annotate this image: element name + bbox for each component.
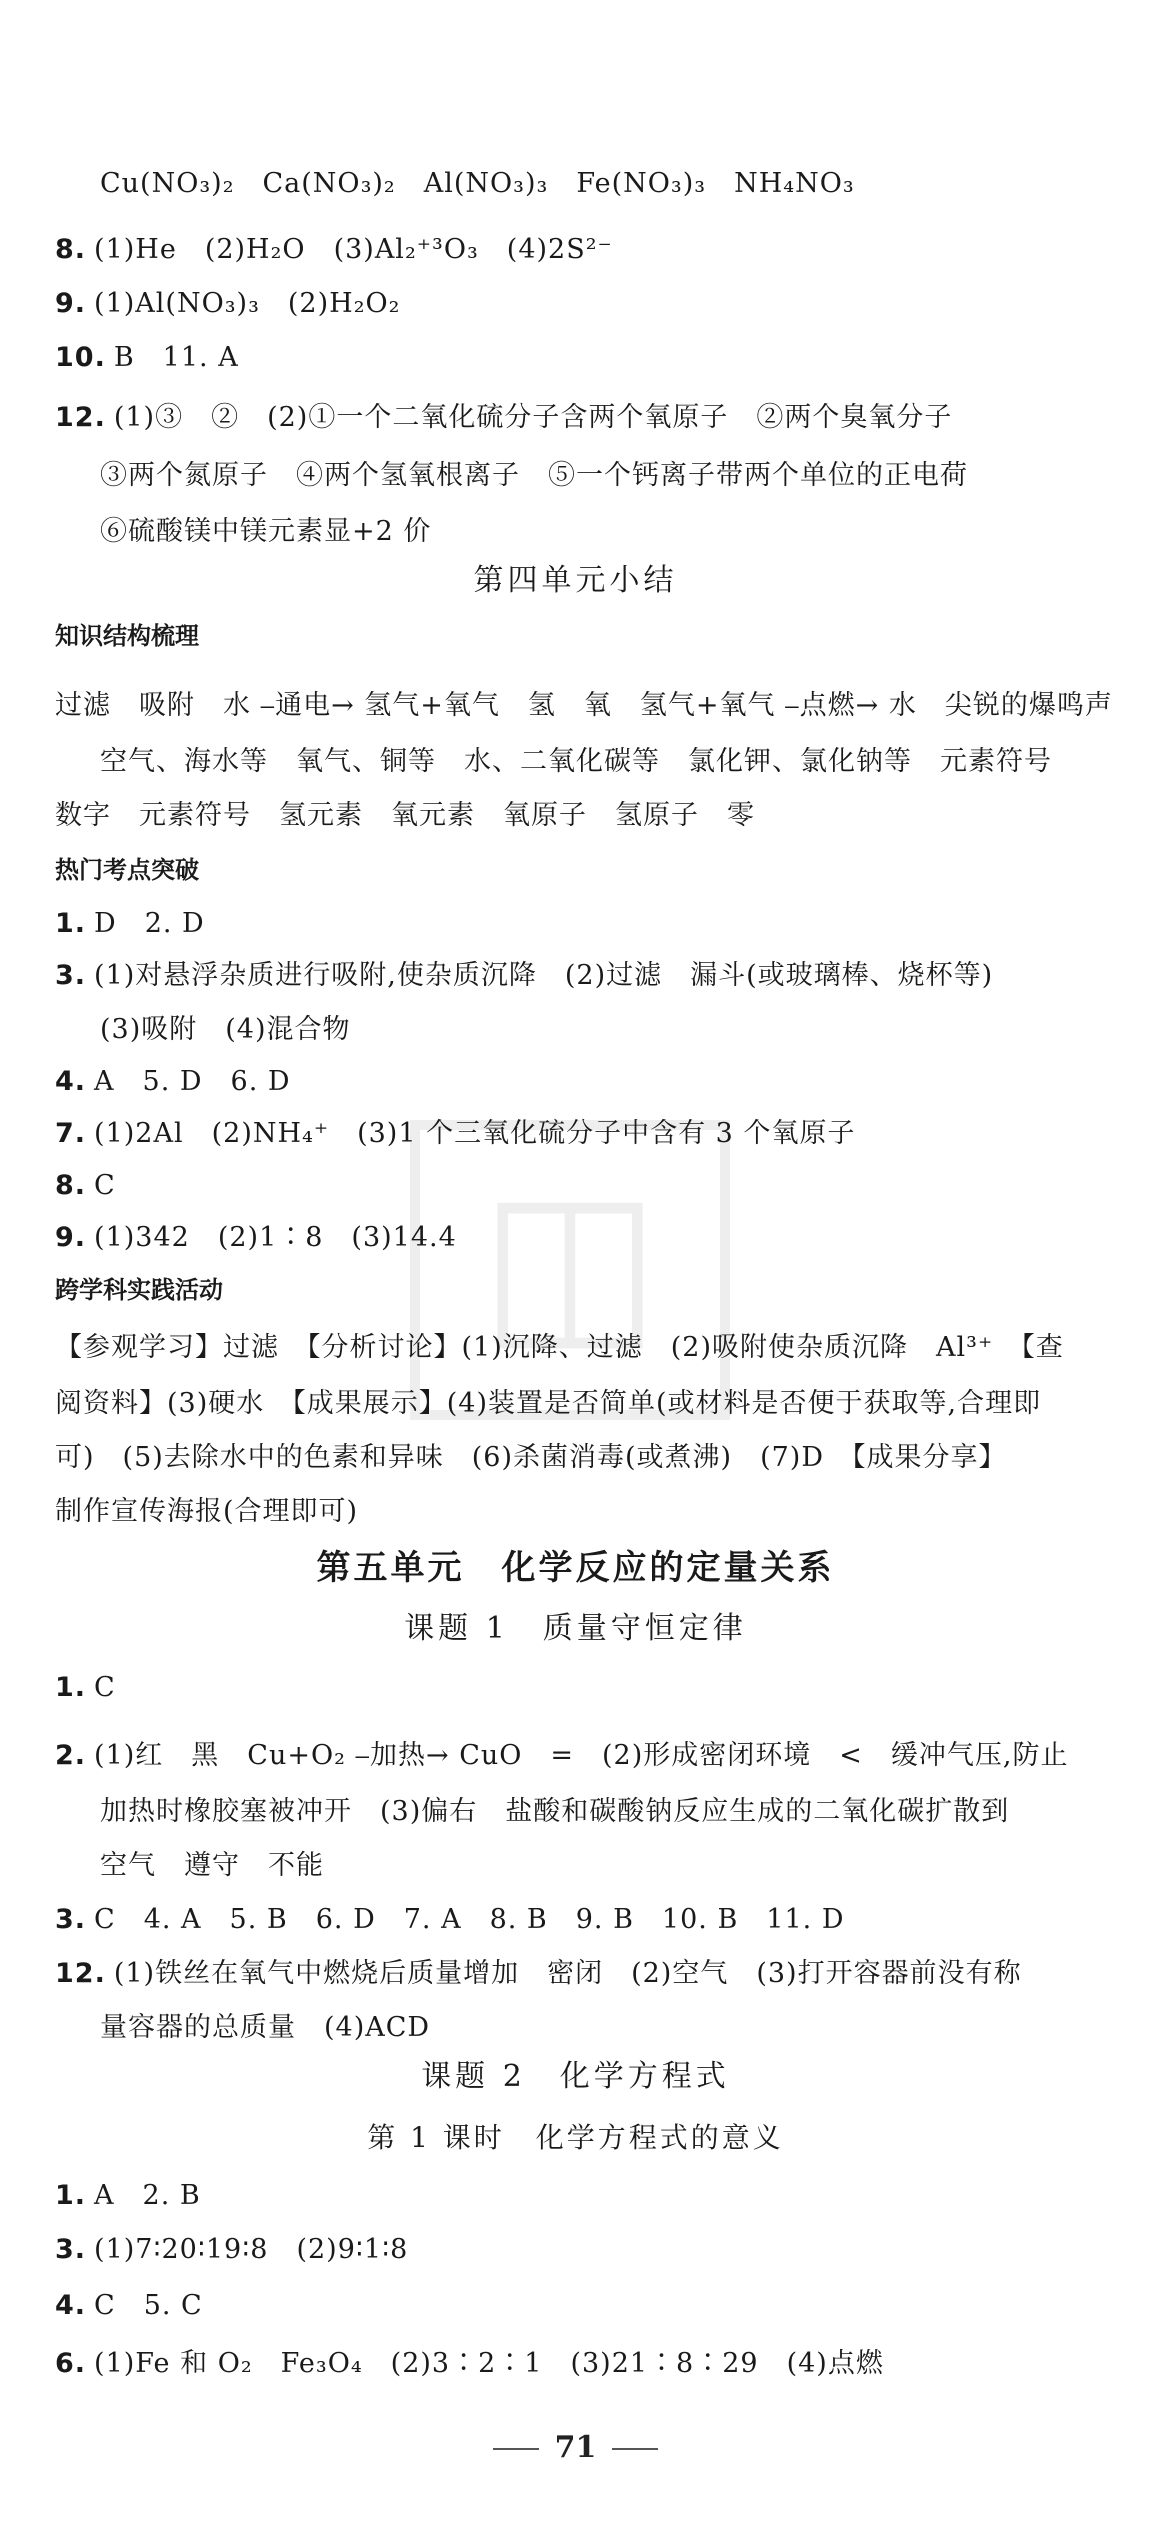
answer-9b: [55, 1212, 1115, 1264]
answer-2c-cont: [100, 1840, 1120, 1892]
practice-line: [55, 1322, 1115, 1374]
section-heading-practice: 跨学科实践活动: [55, 1276, 223, 1304]
text-line: ⑥硫酸镁中镁元素显+2 价: [100, 516, 432, 547]
knowledge-line: [55, 790, 1115, 842]
answer-text: (1)7∶20∶19∶8 (2)9∶1∶8: [94, 2234, 409, 2265]
question-number: 4.: [55, 1066, 87, 1097]
text-line: Cu(NO₃)₂ Ca(NO₃)₂ Al(NO₃)₃ Fe(NO₃)₃ NH₄NO₃: [100, 168, 855, 199]
text-line: 量容器的总质量 (4)ACD: [100, 2012, 431, 2043]
question-number: 9.: [55, 1222, 87, 1253]
text-line: 可) (5)去除水中的色素和异味 (6)杀菌消毒(或煮沸) (7)D 【成果分享】: [55, 1442, 1007, 1473]
question-number: 1.: [55, 908, 87, 939]
answer-text: C: [94, 1170, 116, 1201]
unit5-heading: 第五单元 化学反应的定量关系: [316, 1548, 835, 1588]
answer-4-5d: [55, 2280, 1115, 2332]
practice-line: [55, 1432, 1115, 1484]
question-number: 12.: [55, 402, 106, 433]
answer-text: D 2. D: [94, 908, 205, 939]
answer-12-cont: [100, 450, 1120, 502]
question-number: 1.: [55, 2180, 87, 2211]
answer-4-6: [55, 1056, 1115, 1108]
text-line: ③两个氮原子 ④两个氢氧根离子 ⑤一个钙离子带两个单位的正电荷: [100, 460, 968, 491]
question-number: 3.: [55, 960, 87, 991]
question-number: 3.: [55, 1904, 87, 1935]
page-footer: [0, 2430, 1151, 2465]
question-number: 6.: [55, 2348, 87, 2379]
section-heading-hot-topics: 热门考点突破: [55, 856, 199, 884]
answer-2c-cont: [100, 1786, 1120, 1838]
question-number: 7.: [55, 1118, 87, 1149]
answer-8: [55, 224, 1115, 276]
text-line: 制作宣传海报(合理即可): [55, 1496, 359, 1527]
text-line: 加热时橡胶塞被冲开 (3)偏右 盐酸和碳酸钠反应生成的二氧化碳扩散到: [100, 1796, 1010, 1827]
answer-text: C 4. A 5. B 6. D 7. A 8. B 9. B 10. B 11. D: [94, 1904, 845, 1935]
answer-text: (1)红 黑 Cu+O₂ ⎯加热→ CuO = (2)形成密闭环境 < 缓冲气压,防止: [94, 1740, 1069, 1771]
answer-10-11: [55, 332, 1115, 384]
section-heading-knowledge: 知识结构梳理: [55, 622, 199, 650]
answer-12c: [55, 1948, 1115, 2000]
answer-1-2: [55, 898, 1115, 950]
answer-7: [55, 1108, 1115, 1160]
answer-text: (1)Al(NO₃)₃ (2)H₂O₂: [94, 288, 401, 319]
answer-1c: [55, 1662, 1115, 1714]
lesson2-heading: 课题 2 化学方程式: [421, 2059, 730, 2094]
question-number: 10.: [55, 342, 106, 373]
unit4-summary-heading: 第四单元小结: [473, 563, 678, 598]
question-number: 9.: [55, 288, 87, 319]
answer-text: A 2. B: [94, 2180, 201, 2211]
answer-2c: [55, 1730, 1115, 1782]
practice-line: [55, 1486, 1115, 1538]
watermark-logo: ◫: [410, 1120, 730, 1420]
practice-line: [55, 1378, 1115, 1430]
answer-3d: [55, 2224, 1115, 2276]
question-number: 8.: [55, 1170, 87, 1201]
answer-9: [55, 278, 1115, 330]
question-number: 2.: [55, 1740, 87, 1771]
question-number: 1.: [55, 1672, 87, 1703]
answer-text: (1)2Al (2)NH₄⁺ (3)1 个三氧化硫分子中含有 3 个氧原子: [94, 1118, 856, 1149]
knowledge-line: [55, 680, 1115, 732]
text-line: 阅资料】(3)硬水 【成果展示】(4)装置是否简单(或材料是否便于获取等,合理即: [55, 1388, 1042, 1419]
question-number: 4.: [55, 2290, 87, 2321]
answer-1-2d: [55, 2170, 1115, 2222]
question-number: 3.: [55, 2234, 87, 2265]
answer-8b: [55, 1160, 1115, 1212]
answer-text: (1)342 (2)1∶8 (3)14.4: [94, 1222, 457, 1253]
answer-text: B 11. A: [113, 342, 239, 373]
answer-text: (1)He (2)H₂O (3)Al₂⁺³O₃ (4)2S²⁻: [94, 234, 613, 265]
text-line: 数字 元素符号 氢元素 氧元素 氧原子 氢原子 零: [55, 800, 755, 831]
question-number: 8.: [55, 234, 87, 265]
answer-12c-cont: [100, 2002, 1120, 2054]
answer-3: [55, 950, 1115, 1002]
footer-rule: [612, 2448, 658, 2450]
text-line: 【参观学习】过滤 【分析讨论】(1)沉降、过滤 (2)吸附使杂质沉降 Al³⁺ 【查: [55, 1332, 1064, 1363]
answer-text: (1)Fe 和 O₂ Fe₃O₄ (2)3∶2∶1 (3)21∶8∶29 (4)点燃: [94, 2348, 884, 2379]
answer-text: (1)对悬浮杂质进行吸附,使杂质沉降 (2)过滤 漏斗(或玻璃棒、烧杯等): [94, 960, 994, 991]
knowledge-line: [100, 736, 1120, 788]
period1-heading: 第 1 课时 化学方程式的意义: [367, 2121, 784, 2154]
text-line: 空气、海水等 氧气、铜等 水、二氧化碳等 氯化钾、氯化钠等 元素符号: [100, 746, 1052, 777]
answer-12: [55, 392, 1115, 444]
answer-text: C: [94, 1672, 116, 1703]
text-line: 空气 遵守 不能: [100, 1850, 324, 1881]
answer-text: (1)铁丝在氧气中燃烧后质量增加 密闭 (2)空气 (3)打开容器前没有称: [113, 1958, 1022, 1989]
nitrate-formulas: [100, 158, 1120, 210]
answer-text: C 5. C: [94, 2290, 203, 2321]
page-number: 71: [554, 2430, 597, 2465]
footer-rule: [493, 2448, 539, 2450]
answer-text: (1)③ ② (2)①一个二氧化硫分子含两个氧原子 ②两个臭氧分子: [113, 402, 953, 433]
text-line: 过滤 吸附 水 ⎯通电→ 氢气+氧气 氢 氧 氢气+氧气 ⎯点燃→ 水 尖锐的爆鸣声: [55, 690, 1113, 721]
answer-3-cont: [100, 1004, 1120, 1056]
answer-3-11: [55, 1894, 1115, 1946]
answer-6d: [55, 2338, 1115, 2390]
text-line: (3)吸附 (4)混合物: [100, 1014, 351, 1045]
lesson1-heading: 课题 1 质量守恒定律: [404, 1611, 747, 1646]
answer-12-cont: [100, 506, 1120, 558]
answer-text: A 5. D 6. D: [94, 1066, 291, 1097]
question-number: 12.: [55, 1958, 106, 1989]
